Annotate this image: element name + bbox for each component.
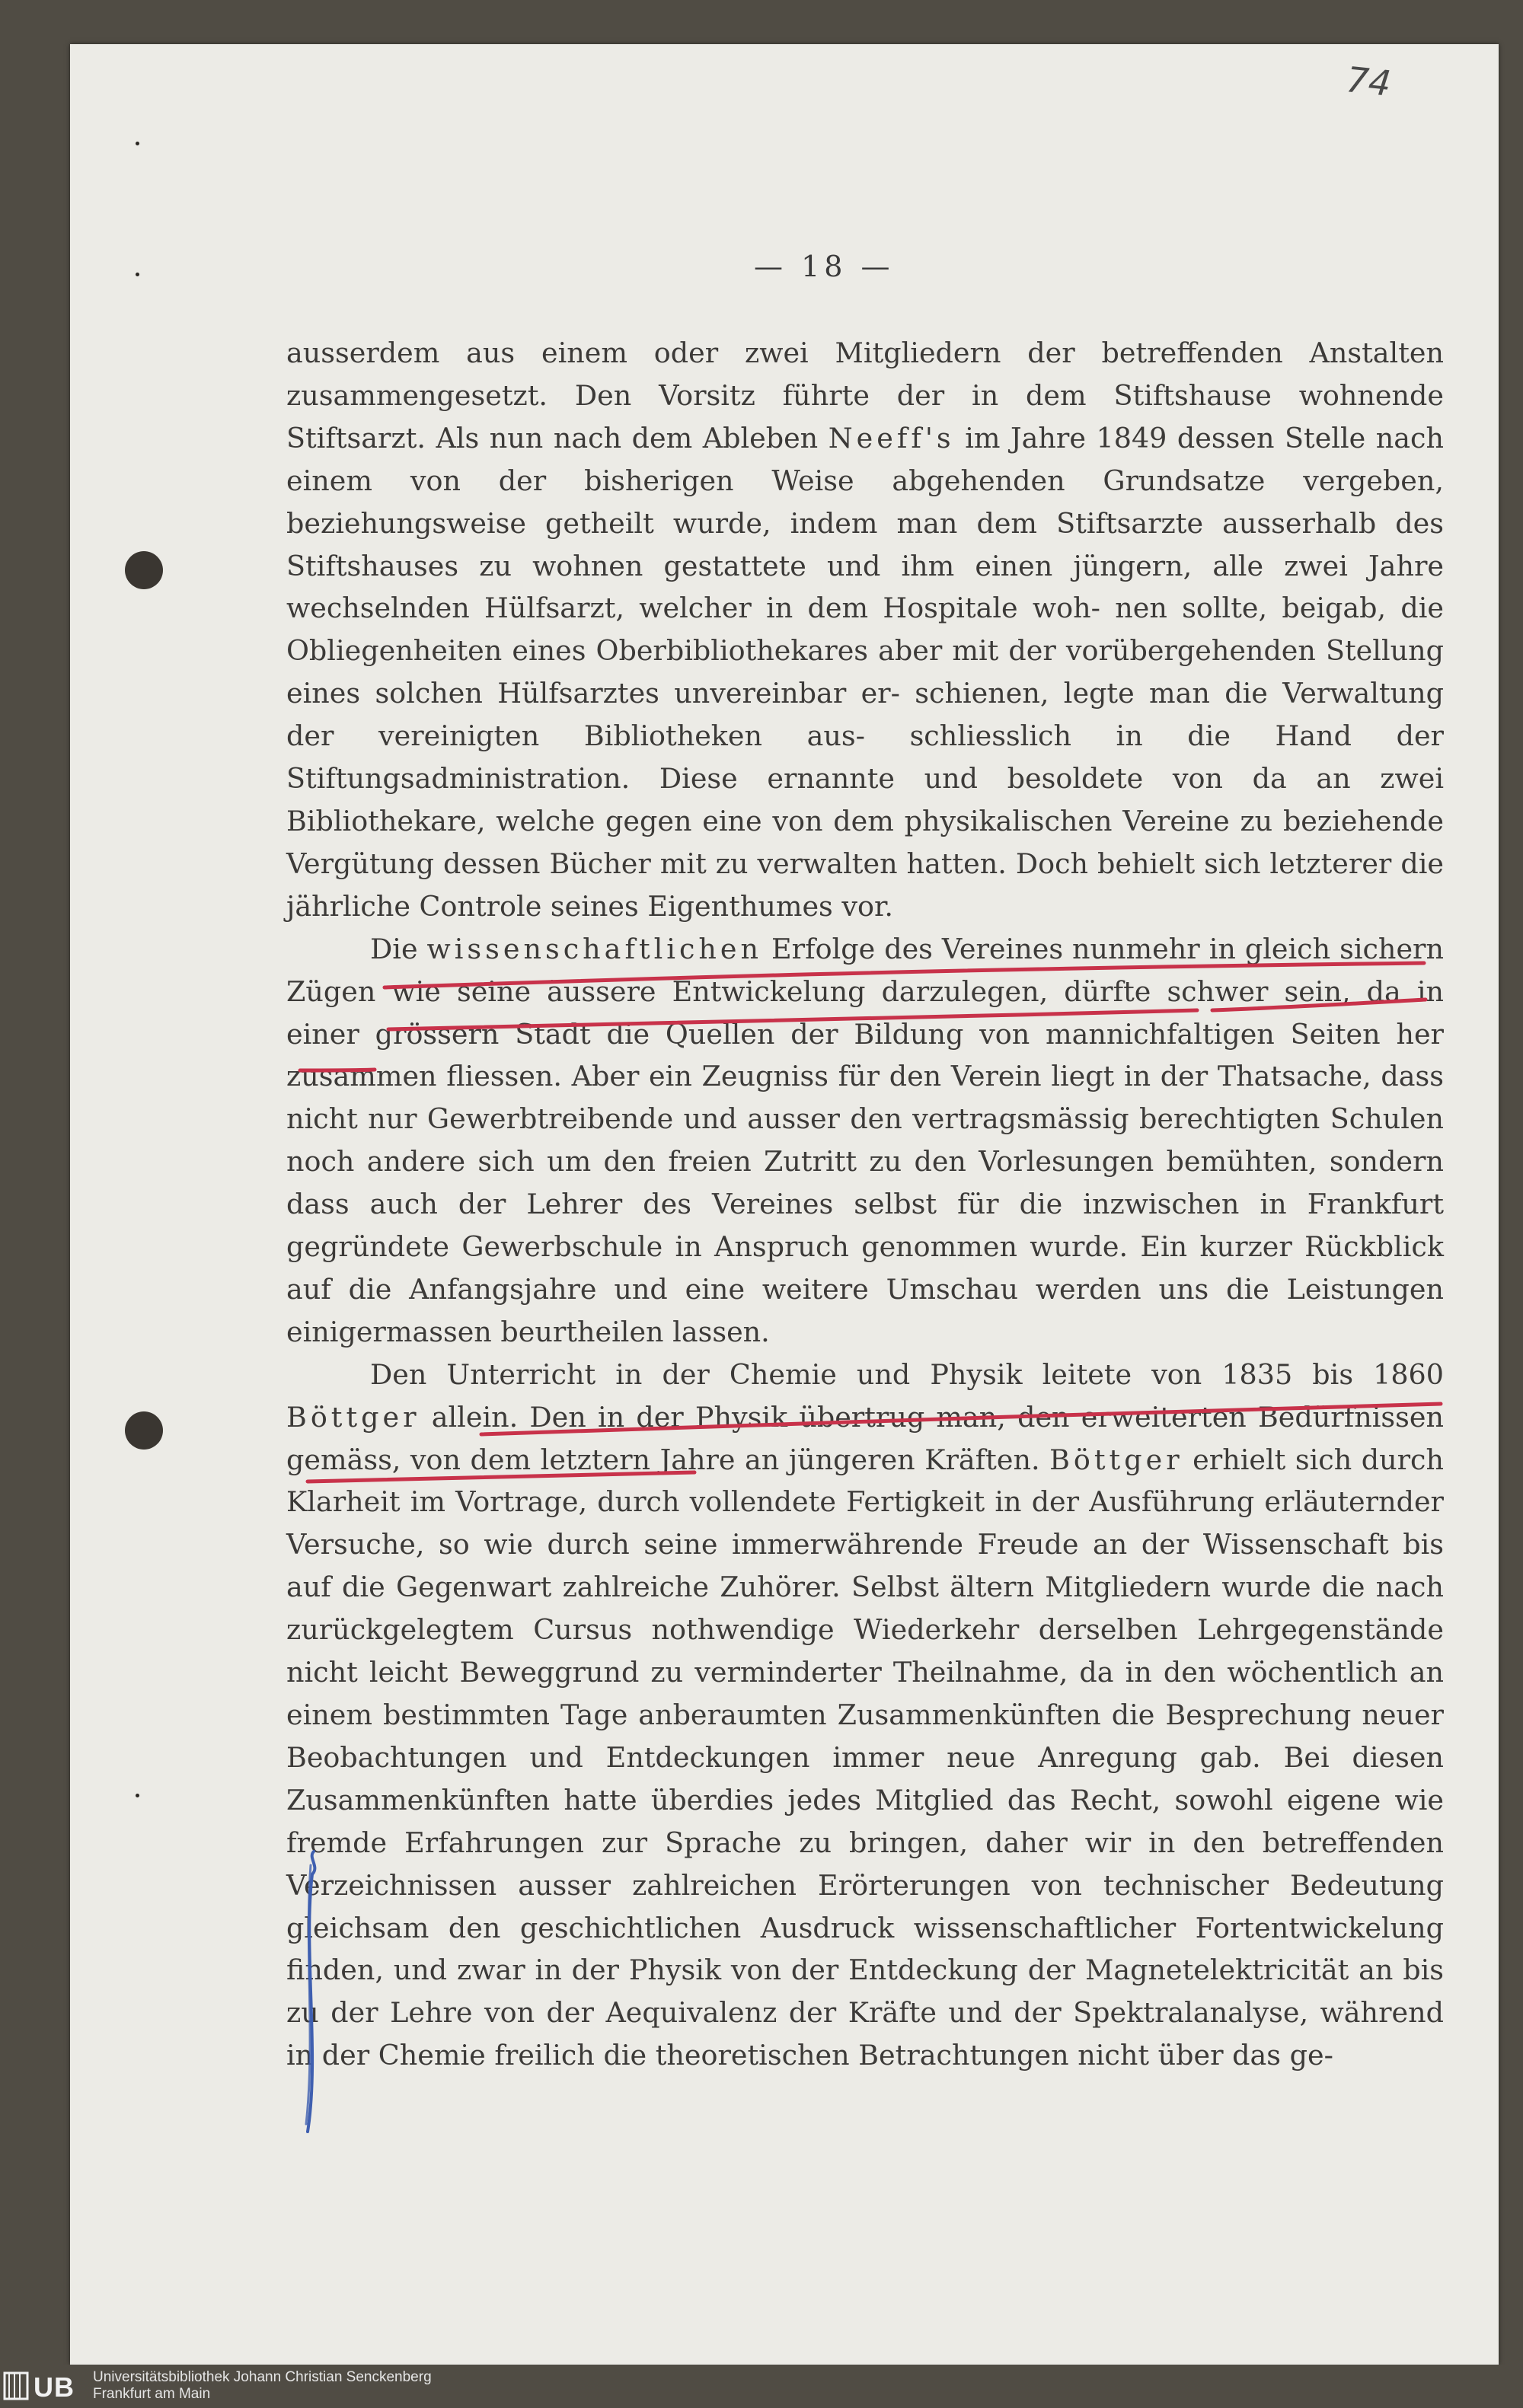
text-line: zu verwalten hatten. Doch behielt sich letzterer die jährliche Controle bbox=[286, 847, 1444, 923]
text-line: Stelle nach einem von der bisherigen Weise abgehenden Grundsatze bbox=[286, 421, 1445, 497]
text-run: allein. Den in der Physik übertrug man, den erweiterten Bedürfnissen gemäss, von dem letztern Jahre an jüngeren Kräften. bbox=[286, 1400, 1444, 1476]
text-line: schliesslich in die Hand der Stiftungsadministration. Diese ernannte bbox=[286, 719, 1444, 796]
text-line: der vorübergehenden Stellung eines solchen Hülfsarztes unvereinbar er- bbox=[286, 634, 1444, 710]
page-number: — 18 — bbox=[754, 250, 895, 283]
text-line: ausserdem aus einem oder zwei Mitgliedern der betreffenden Anstalten bbox=[286, 336, 1444, 369]
text-line: vergeben, beziehungsweise getheilt wurde, indem man dem Stiftsarzte bbox=[286, 464, 1444, 540]
blue-margin-line bbox=[306, 1865, 311, 2124]
spaced-name: Böttger bbox=[1049, 1443, 1183, 1476]
folio-number: 74 bbox=[1344, 59, 1394, 104]
text-line: alle zwei Jahre wechselnden Hülfsarzt, welcher in dem Hospitale woh- bbox=[286, 549, 1444, 625]
spaced-word: wissenschaftlichen bbox=[426, 932, 763, 965]
text-run: Den Unterricht in der Chemie und Physik leitete von 1835 bis 1860 bbox=[370, 1357, 1444, 1391]
text-line: ausserhalb des Stiftshauses zu wohnen gestattete und ihm einen jüngern, bbox=[286, 506, 1444, 582]
footer-line-2: Frankfurt am Main bbox=[93, 2386, 211, 2402]
text-line: dem physikalischen Vereine zu beziehende Vergütung dessen Bücher mit bbox=[286, 804, 1444, 880]
text-run: erhielt sich durch Klarheit im Vortrage, durch vollendete Fertigkeit in der Ausführung erläuternder Versuche, so wie durch seine immerwährende Freude an der Wissenschaft bis auf die Gegenwart zahlreiche Zuhörer. Selbst ältern Mitgliedern wurde die nach zurückgelegtem Cursus nothwendige Wiederkehr derselben Lehrgegenstände nicht leicht Beweggrund zu verminderter Theilnahme, da in den wöchentlich an einem bestimmten Tage anberaumten Zusammenkünften die Besprechung neuer Beobachtungen und Entdeckungen immer neue Anregung gab. Bei diesen Zusammenkünften hatte überdies jedes Mitglied das Recht, sowohl eigene wie fremde Erfahrungen zur Sprache zu bringen, daher wir in den betreffenden Verzeichnissen ausser zahlreichen Erörterungen von technischer Bedeutung gleichsam den geschichtlichen Ausdruck wissenschaftlicher Fortentwickelung finden, und zwar in der Physik von der Entdeckung der Magnetelektricität an bis zu der Lehre von der Aequivalenz der Kräfte und der Spektralanalyse, während in der Chemie freilich die theoretischen Betrachtungen nicht über das ge- bbox=[286, 1443, 1445, 2072]
text-line: im Jahre 1849 dessen bbox=[954, 421, 1275, 454]
library-emblem-icon bbox=[2, 2368, 32, 2403]
text-line: Stiftsarzt. Als nun nach dem Ableben bbox=[286, 421, 829, 454]
spaced-name: Neeff's bbox=[828, 421, 955, 454]
text-run: Erfolge des Vereines nunmehr in gleich sichern Zügen wie seine äussere Entwickelung darzulegen, dürfte schwer sein, da in einer grössern Stadt die Quellen der Bildung von mannichfaltigen Seiten her zusammen fliessen. Aber ein Zeugniss für den Verein liegt in der Thatsache, dass nicht nur Gewerbtreibende und ausser den vertragsmässig berechtigten Schulen noch andere sich um den freien Zutritt zu den Vorlesungen bemühten, sondern dass auch der Lehrer des Vereines selbst für die inzwischen in Frankfurt gegründete Gewerbschule in Anspruch genommen wurde. Ein kurzer Rückblick auf die Anfangsjahre und eine weitere Umschau werden uns die Leistungen einigermassen beurtheilen lassen. bbox=[286, 932, 1444, 1348]
footer-credit bbox=[93, 2369, 432, 2403]
text-line: und besoldete von da an zwei Bibliothekare, welche gegen eine von bbox=[286, 762, 1445, 837]
text-run: Die bbox=[370, 932, 427, 965]
text-line: zusammengesetzt. Den Vorsitz führte der in dem Stiftshause wohnende bbox=[286, 378, 1444, 412]
text-line: nen sollte, beigab, die Obliegenheiten eines Oberbibliothekares aber mit bbox=[286, 592, 1444, 668]
spaced-name: Böttger bbox=[286, 1400, 420, 1434]
library-logo bbox=[0, 2368, 85, 2403]
text-line: seines Eigenthumes vor. bbox=[550, 889, 894, 923]
library-logo-text: UB bbox=[34, 2371, 75, 2403]
text-line: schienen, legte man die Verwaltung der vereinigten Bibliotheken aus- bbox=[286, 677, 1444, 753]
footer-line-1: Universitätsbibliothek Johann Christian Senckenberg bbox=[93, 2369, 432, 2385]
